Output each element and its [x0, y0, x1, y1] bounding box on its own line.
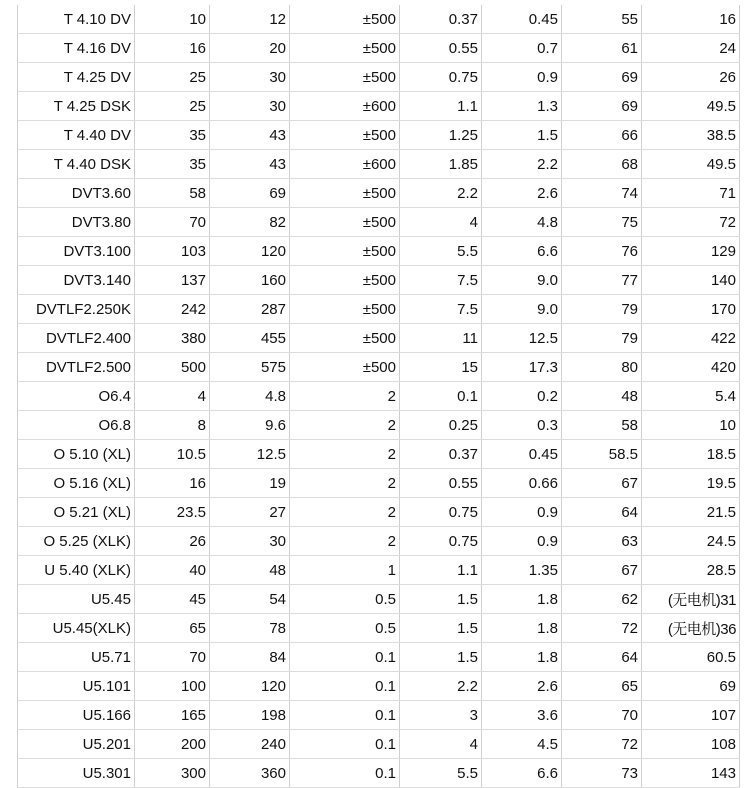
power-cell: 5.5	[400, 759, 482, 788]
flow-max-cell: 82	[210, 208, 290, 237]
flow-max-cell: 48	[210, 556, 290, 585]
power-cell: 1.5	[400, 585, 482, 614]
table-row	[18, 150, 740, 179]
pressure-cell: ±500	[290, 324, 400, 353]
weight-cell: 420	[642, 353, 740, 382]
table-row	[18, 295, 740, 324]
pressure-cell: 1	[290, 556, 400, 585]
weight-cell: (无电机)31	[642, 585, 740, 614]
flow-max-cell: 20	[210, 34, 290, 63]
flow-max-cell: 43	[210, 150, 290, 179]
table-row	[18, 672, 740, 701]
power-max-cell: 1.8	[482, 585, 562, 614]
power-cell: 4	[400, 730, 482, 759]
flow-max-cell: 240	[210, 730, 290, 759]
weight-cell: 26	[642, 63, 740, 92]
power-max-cell: 0.2	[482, 382, 562, 411]
flow-max-cell: 19	[210, 469, 290, 498]
weight-cell: 72	[642, 208, 740, 237]
power-max-cell: 1.8	[482, 643, 562, 672]
model-cell: U5.45(XLK)	[18, 614, 135, 643]
power-max-cell: 2.2	[482, 150, 562, 179]
pressure-cell: ±500	[290, 63, 400, 92]
pressure-cell: ±600	[290, 92, 400, 121]
flow-max-cell: 575	[210, 353, 290, 382]
power-cell: 1.5	[400, 614, 482, 643]
noise-cell: 77	[562, 266, 642, 295]
noise-cell: 70	[562, 701, 642, 730]
power-cell: 2.2	[400, 179, 482, 208]
noise-cell: 72	[562, 614, 642, 643]
model-cell: T 4.25 DSK	[18, 92, 135, 121]
pressure-cell: 0.5	[290, 614, 400, 643]
pressure-cell: 2	[290, 498, 400, 527]
power-max-cell: 0.7	[482, 34, 562, 63]
pressure-cell: 0.1	[290, 643, 400, 672]
pressure-cell: ±500	[290, 34, 400, 63]
weight-cell: 129	[642, 237, 740, 266]
pressure-cell: 2	[290, 382, 400, 411]
flow-cell: 16	[135, 469, 210, 498]
flow-cell: 100	[135, 672, 210, 701]
table-row	[18, 324, 740, 353]
flow-cell: 70	[135, 643, 210, 672]
flow-cell: 103	[135, 237, 210, 266]
table-row	[18, 266, 740, 295]
pressure-cell: ±500	[290, 5, 400, 34]
model-cell: O 5.16 (XL)	[18, 469, 135, 498]
noise-cell: 68	[562, 150, 642, 179]
flow-cell: 300	[135, 759, 210, 788]
flow-max-cell: 78	[210, 614, 290, 643]
power-cell: 0.75	[400, 63, 482, 92]
model-cell: U 5.40 (XLK)	[18, 556, 135, 585]
model-cell: T 4.10 DV	[18, 5, 135, 34]
power-max-cell: 6.6	[482, 237, 562, 266]
weight-cell: 143	[642, 759, 740, 788]
model-cell: U5.45	[18, 585, 135, 614]
power-cell: 7.5	[400, 266, 482, 295]
model-cell: T 4.40 DV	[18, 121, 135, 150]
power-cell: 11	[400, 324, 482, 353]
flow-cell: 40	[135, 556, 210, 585]
table-row	[18, 527, 740, 556]
weight-cell: 69	[642, 672, 740, 701]
flow-cell: 137	[135, 266, 210, 295]
table-row	[18, 759, 740, 788]
noise-cell: 48	[562, 382, 642, 411]
weight-cell: 24	[642, 34, 740, 63]
power-cell: 7.5	[400, 295, 482, 324]
model-cell: DVT3.140	[18, 266, 135, 295]
spec-table-body	[18, 5, 740, 788]
table-row	[18, 730, 740, 759]
weight-cell: 19.5	[642, 469, 740, 498]
power-cell: 0.25	[400, 411, 482, 440]
weight-cell: 10	[642, 411, 740, 440]
flow-max-cell: 54	[210, 585, 290, 614]
pressure-cell: 2	[290, 469, 400, 498]
power-cell: 0.1	[400, 382, 482, 411]
power-max-cell: 0.45	[482, 440, 562, 469]
pressure-cell: ±500	[290, 295, 400, 324]
power-max-cell: 9.0	[482, 295, 562, 324]
power-max-cell: 2.6	[482, 179, 562, 208]
noise-cell: 62	[562, 585, 642, 614]
noise-cell: 64	[562, 643, 642, 672]
power-max-cell: 6.6	[482, 759, 562, 788]
model-cell: O 5.25 (XLK)	[18, 527, 135, 556]
noise-cell: 80	[562, 353, 642, 382]
table-row	[18, 469, 740, 498]
noise-cell: 58.5	[562, 440, 642, 469]
table-row	[18, 498, 740, 527]
table-row	[18, 440, 740, 469]
power-max-cell: 1.5	[482, 121, 562, 150]
table-row	[18, 411, 740, 440]
flow-cell: 65	[135, 614, 210, 643]
flow-max-cell: 198	[210, 701, 290, 730]
power-max-cell: 0.66	[482, 469, 562, 498]
power-cell: 1.1	[400, 92, 482, 121]
table-row	[18, 208, 740, 237]
weight-cell: 170	[642, 295, 740, 324]
flow-cell: 10	[135, 5, 210, 34]
weight-cell: 38.5	[642, 121, 740, 150]
weight-cell: 21.5	[642, 498, 740, 527]
power-max-cell: 0.9	[482, 527, 562, 556]
pressure-cell: ±500	[290, 121, 400, 150]
table-row	[18, 643, 740, 672]
spec-table	[17, 5, 740, 788]
model-cell: U5.201	[18, 730, 135, 759]
noise-cell: 63	[562, 527, 642, 556]
table-row	[18, 92, 740, 121]
power-max-cell: 3.6	[482, 701, 562, 730]
weight-cell: 60.5	[642, 643, 740, 672]
table-row	[18, 5, 740, 34]
flow-cell: 380	[135, 324, 210, 353]
model-cell: O6.8	[18, 411, 135, 440]
flow-cell: 242	[135, 295, 210, 324]
weight-cell: 24.5	[642, 527, 740, 556]
flow-cell: 200	[135, 730, 210, 759]
flow-cell: 23.5	[135, 498, 210, 527]
pressure-cell: 2	[290, 440, 400, 469]
model-cell: DVT3.80	[18, 208, 135, 237]
flow-max-cell: 27	[210, 498, 290, 527]
table-row	[18, 353, 740, 382]
flow-max-cell: 120	[210, 672, 290, 701]
model-cell: U5.71	[18, 643, 135, 672]
power-cell: 3	[400, 701, 482, 730]
noise-cell: 64	[562, 498, 642, 527]
pressure-cell: 0.5	[290, 585, 400, 614]
noise-cell: 72	[562, 730, 642, 759]
pressure-cell: 0.1	[290, 672, 400, 701]
flow-cell: 70	[135, 208, 210, 237]
power-max-cell: 1.8	[482, 614, 562, 643]
model-cell: O6.4	[18, 382, 135, 411]
flow-cell: 500	[135, 353, 210, 382]
noise-cell: 76	[562, 237, 642, 266]
noise-cell: 67	[562, 556, 642, 585]
power-max-cell: 4.5	[482, 730, 562, 759]
weight-cell: 140	[642, 266, 740, 295]
flow-cell: 16	[135, 34, 210, 63]
pressure-cell: 0.1	[290, 730, 400, 759]
power-max-cell: 2.6	[482, 672, 562, 701]
model-cell: U5.101	[18, 672, 135, 701]
flow-max-cell: 455	[210, 324, 290, 353]
weight-cell: 18.5	[642, 440, 740, 469]
flow-max-cell: 30	[210, 92, 290, 121]
noise-cell: 75	[562, 208, 642, 237]
model-cell: U5.301	[18, 759, 135, 788]
power-cell: 0.75	[400, 527, 482, 556]
noise-cell: 73	[562, 759, 642, 788]
power-cell: 0.55	[400, 34, 482, 63]
weight-cell: 49.5	[642, 150, 740, 179]
model-cell: T 4.40 DSK	[18, 150, 135, 179]
flow-max-cell: 30	[210, 527, 290, 556]
model-cell: O 5.10 (XL)	[18, 440, 135, 469]
pressure-cell: ±500	[290, 208, 400, 237]
flow-cell: 45	[135, 585, 210, 614]
weight-cell: 49.5	[642, 92, 740, 121]
flow-max-cell: 69	[210, 179, 290, 208]
power-max-cell: 0.45	[482, 5, 562, 34]
noise-cell: 79	[562, 295, 642, 324]
noise-cell: 55	[562, 5, 642, 34]
power-max-cell: 12.5	[482, 324, 562, 353]
power-max-cell: 17.3	[482, 353, 562, 382]
table-row	[18, 701, 740, 730]
model-cell: T 4.25 DV	[18, 63, 135, 92]
weight-cell: 5.4	[642, 382, 740, 411]
flow-cell: 8	[135, 411, 210, 440]
flow-max-cell: 84	[210, 643, 290, 672]
power-cell: 1.5	[400, 643, 482, 672]
flow-max-cell: 4.8	[210, 382, 290, 411]
flow-cell: 25	[135, 92, 210, 121]
power-cell: 1.25	[400, 121, 482, 150]
weight-cell: 71	[642, 179, 740, 208]
flow-max-cell: 287	[210, 295, 290, 324]
noise-cell: 69	[562, 92, 642, 121]
noise-cell: 66	[562, 121, 642, 150]
power-max-cell: 4.8	[482, 208, 562, 237]
flow-cell: 4	[135, 382, 210, 411]
table-row	[18, 585, 740, 614]
flow-max-cell: 30	[210, 63, 290, 92]
flow-cell: 35	[135, 150, 210, 179]
power-max-cell: 0.9	[482, 498, 562, 527]
flow-max-cell: 9.6	[210, 411, 290, 440]
weight-cell: 422	[642, 324, 740, 353]
flow-cell: 35	[135, 121, 210, 150]
power-cell: 0.37	[400, 440, 482, 469]
weight-cell: 16	[642, 5, 740, 34]
pressure-cell: 2	[290, 527, 400, 556]
pressure-cell: ±600	[290, 150, 400, 179]
flow-max-cell: 43	[210, 121, 290, 150]
table-row	[18, 614, 740, 643]
flow-max-cell: 360	[210, 759, 290, 788]
power-cell: 0.37	[400, 5, 482, 34]
noise-cell: 67	[562, 469, 642, 498]
power-max-cell: 0.9	[482, 63, 562, 92]
model-cell: DVT3.100	[18, 237, 135, 266]
flow-max-cell: 160	[210, 266, 290, 295]
model-cell: DVTLF2.250K	[18, 295, 135, 324]
flow-max-cell: 12	[210, 5, 290, 34]
power-cell: 0.75	[400, 498, 482, 527]
flow-max-cell: 120	[210, 237, 290, 266]
power-cell: 5.5	[400, 237, 482, 266]
power-max-cell: 0.3	[482, 411, 562, 440]
noise-cell: 61	[562, 34, 642, 63]
model-cell: U5.166	[18, 701, 135, 730]
model-cell: DVTLF2.500	[18, 353, 135, 382]
flow-cell: 58	[135, 179, 210, 208]
table-row	[18, 237, 740, 266]
power-max-cell: 1.3	[482, 92, 562, 121]
power-max-cell: 1.35	[482, 556, 562, 585]
power-max-cell: 9.0	[482, 266, 562, 295]
model-cell: DVTLF2.400	[18, 324, 135, 353]
pressure-cell: 0.1	[290, 759, 400, 788]
noise-cell: 58	[562, 411, 642, 440]
model-cell: T 4.16 DV	[18, 34, 135, 63]
power-cell: 1.85	[400, 150, 482, 179]
weight-cell: 108	[642, 730, 740, 759]
table-row	[18, 382, 740, 411]
noise-cell: 79	[562, 324, 642, 353]
table-row	[18, 179, 740, 208]
model-cell: O 5.21 (XL)	[18, 498, 135, 527]
weight-cell: 28.5	[642, 556, 740, 585]
noise-cell: 69	[562, 63, 642, 92]
pressure-cell: 2	[290, 411, 400, 440]
flow-cell: 25	[135, 63, 210, 92]
flow-cell: 26	[135, 527, 210, 556]
weight-cell: 107	[642, 701, 740, 730]
table-row	[18, 556, 740, 585]
power-cell: 4	[400, 208, 482, 237]
model-cell: DVT3.60	[18, 179, 135, 208]
power-cell: 2.2	[400, 672, 482, 701]
pressure-cell: ±500	[290, 237, 400, 266]
table-row	[18, 63, 740, 92]
pressure-cell: ±500	[290, 179, 400, 208]
power-cell: 1.1	[400, 556, 482, 585]
flow-cell: 10.5	[135, 440, 210, 469]
flow-max-cell: 12.5	[210, 440, 290, 469]
weight-cell: (无电机)36	[642, 614, 740, 643]
noise-cell: 74	[562, 179, 642, 208]
table-row	[18, 34, 740, 63]
noise-cell: 65	[562, 672, 642, 701]
pressure-cell: ±500	[290, 266, 400, 295]
power-cell: 0.55	[400, 469, 482, 498]
pressure-cell: ±500	[290, 353, 400, 382]
table-row	[18, 121, 740, 150]
power-cell: 15	[400, 353, 482, 382]
pressure-cell: 0.1	[290, 701, 400, 730]
flow-cell: 165	[135, 701, 210, 730]
